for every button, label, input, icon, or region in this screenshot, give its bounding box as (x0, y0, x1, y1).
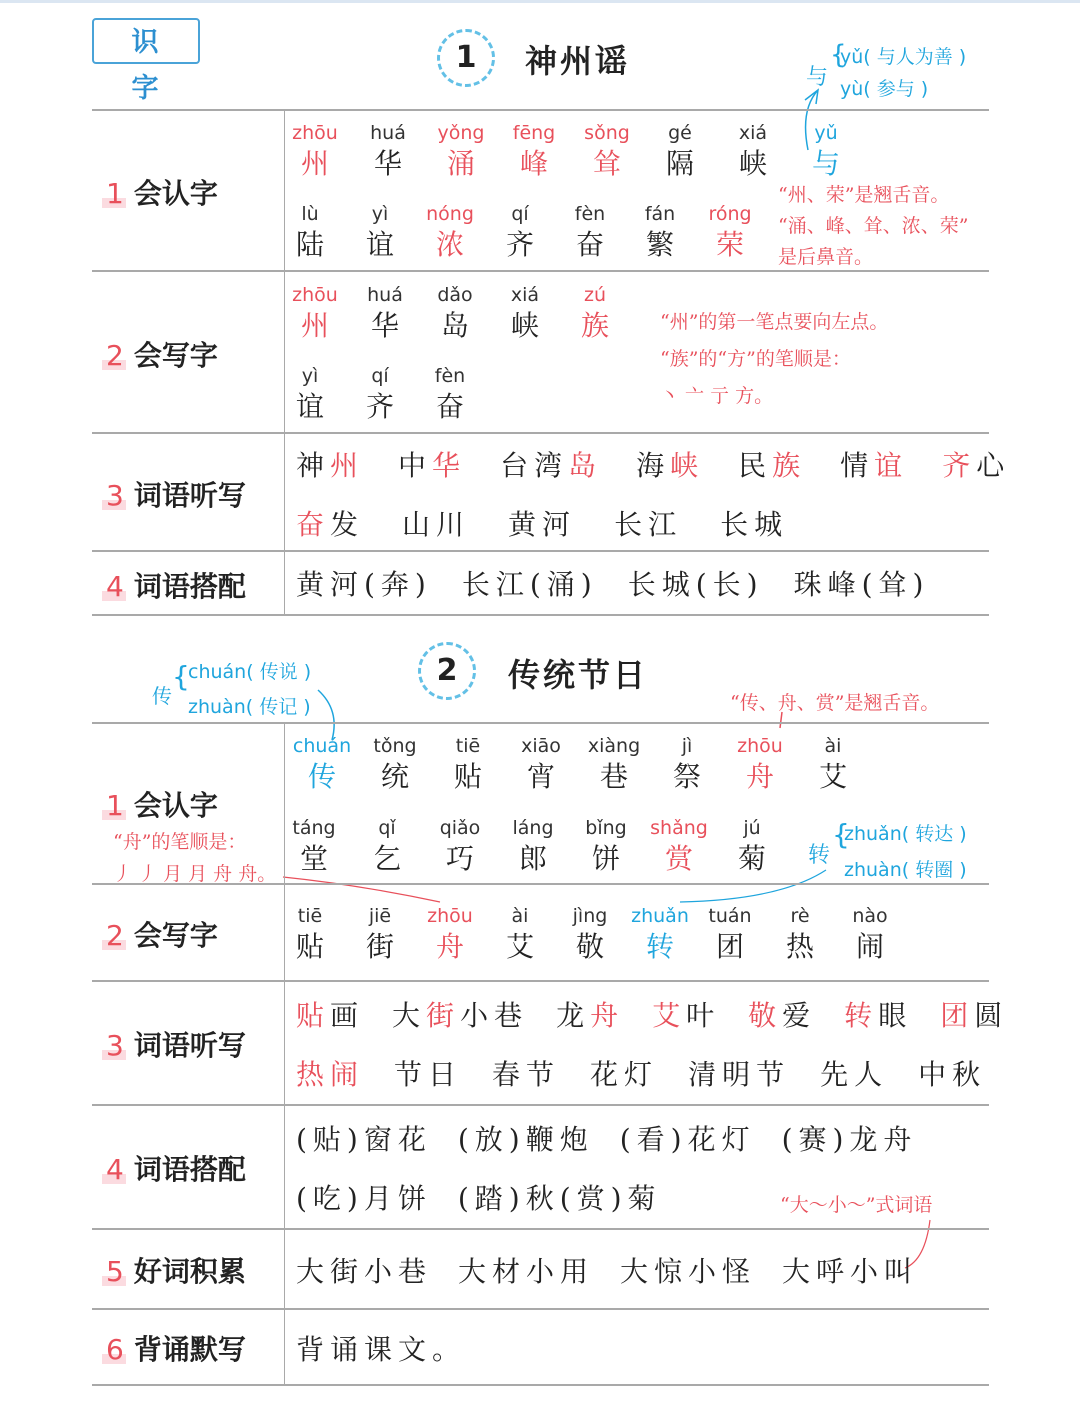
pinyin: zhōu (292, 122, 338, 144)
pinyin: qí (371, 365, 389, 387)
char-cell (285, 122, 345, 182)
word: (踏)秋(赏)菊 (457, 1182, 662, 1215)
row-label-recite: 6 背诵默写 (106, 1333, 246, 1366)
stroke-order-note: “州”的第一笔点要向左点。 “族”的“方”的笔顺是： 丶 亠 亍 方。 (660, 311, 889, 407)
pinyin: tǒng (373, 735, 417, 757)
hanzi: 荣 (715, 228, 744, 261)
hanzi: 艾 (505, 930, 534, 963)
char-cell (431, 122, 491, 182)
table-divider (92, 1384, 989, 1386)
word: 海峡 (636, 449, 705, 482)
char-cell (503, 817, 563, 877)
pinyin: yì (301, 365, 319, 387)
match-line (296, 1118, 917, 1158)
word: 黄河 (508, 508, 577, 541)
hanzi: 奋 (575, 228, 604, 261)
hanzi: 贴 (453, 760, 482, 793)
char-cell (284, 817, 344, 877)
idiom-line (296, 1250, 918, 1290)
pinyin: shǎng (650, 817, 708, 839)
word: 龙舟 (556, 999, 625, 1032)
lesson-number-badge: 1 (437, 29, 495, 87)
pinyin: táng (292, 817, 336, 839)
hanzi: 州 (300, 147, 329, 180)
polyphone-reading-2: zhuàn( 转圈 ) (844, 859, 967, 881)
hanzi: 齐 (365, 390, 394, 423)
char-cell (350, 905, 410, 965)
pinyin: tiē (297, 905, 323, 927)
pinyin: qí (511, 203, 529, 225)
word: 团圆 (940, 999, 1009, 1032)
hanzi: 饼 (591, 842, 620, 875)
word: 大惊小怪 (620, 1255, 757, 1288)
dictation-line (296, 503, 788, 543)
hanzi: 敬 (575, 930, 604, 963)
hanzi: 与 (811, 147, 840, 180)
char-cell (723, 122, 783, 182)
pinyin: zhuǎn (631, 905, 689, 927)
char-cell (357, 817, 417, 877)
char-cell (355, 284, 415, 344)
brace-icon: { (830, 40, 847, 70)
char-cell (511, 735, 571, 795)
char-cell (560, 203, 620, 263)
row-label-good-words: 5 好词积累 (106, 1255, 246, 1288)
hanzi: 谊 (295, 390, 324, 423)
char-cell (657, 735, 717, 795)
pinyin: lù (301, 203, 319, 225)
word: 民族 (738, 449, 807, 482)
word: 台湾岛 (500, 449, 603, 482)
char-cell (722, 817, 782, 877)
brace-icon: { (832, 818, 850, 851)
pinyin: jú (743, 817, 761, 839)
table-divider (92, 550, 989, 552)
idiom-note: “大～小～”式词语 (780, 1194, 933, 1216)
word: 大街小巷 (296, 1255, 433, 1288)
lesson-title: 神州谣 (525, 42, 631, 80)
word: (看)花灯 (619, 1123, 756, 1156)
char-cell (700, 905, 760, 965)
polyphone-reading-2: yù( 参与 ) (840, 78, 929, 100)
char-cell (840, 905, 900, 965)
hanzi: 奋 (435, 390, 464, 423)
char-cell (285, 284, 345, 344)
pinyin: tuán (708, 905, 752, 927)
char-cell (565, 284, 625, 344)
table-divider (92, 1104, 989, 1106)
hanzi: 闹 (855, 930, 884, 963)
dictation-line (296, 1053, 986, 1093)
hanzi: 传 (307, 760, 336, 793)
word: 奋发 (296, 508, 365, 541)
row-label-match: 4 词语搭配 (106, 1153, 246, 1186)
word: (放)鞭炮 (457, 1123, 594, 1156)
char-cell (490, 203, 550, 263)
pinyin: xiá (510, 284, 540, 306)
char-cell (700, 203, 760, 263)
char-cell (420, 905, 480, 965)
pinyin: róng (708, 203, 752, 225)
word: 花灯 (590, 1058, 659, 1091)
pinyin: ài (511, 905, 529, 927)
polyphone-char: 转 (808, 843, 831, 868)
row-label-write: 2 会写字 (106, 919, 218, 952)
pinyin: dǎo (437, 284, 473, 306)
table-divider (92, 722, 989, 724)
dictation-line (296, 994, 1008, 1034)
word: 大材小用 (458, 1255, 595, 1288)
char-cell (425, 284, 485, 344)
hanzi: 华 (370, 309, 399, 342)
match-line (296, 563, 929, 603)
pinyin: fán (644, 203, 676, 225)
table-divider (92, 1308, 989, 1310)
word: 情谊 (840, 449, 909, 482)
table-divider (92, 109, 989, 111)
hanzi: 统 (380, 760, 409, 793)
word: 大街小巷 (392, 999, 529, 1032)
hanzi: 街 (365, 930, 394, 963)
hanzi: 峡 (510, 309, 539, 342)
pinyin: ài (824, 735, 842, 757)
char-cell (420, 365, 480, 425)
lesson-number-badge: 2 (418, 642, 476, 700)
word: 贴画 (296, 999, 365, 1032)
hanzi: 舟 (745, 760, 774, 793)
char-cell (280, 203, 340, 263)
row-label-write: 2 会写字 (106, 339, 218, 372)
pinyin: nào (852, 905, 888, 927)
char-cell (796, 122, 856, 182)
hanzi: 团 (715, 930, 744, 963)
polyphone-char: 传 (152, 684, 172, 708)
word: 黄河(奔) (296, 568, 432, 601)
hanzi: 舟 (435, 930, 464, 963)
dictation-line (296, 444, 1010, 484)
polyphone-char: 与 (806, 65, 829, 90)
word: 长江(涌) (461, 568, 598, 601)
hanzi: 隔 (665, 147, 694, 180)
pinyin: huá (370, 122, 406, 144)
word: 神州 (296, 449, 365, 482)
table-divider (92, 432, 989, 434)
hanzi: 齐 (505, 228, 534, 261)
table-divider (92, 614, 989, 616)
pinyin: yǔ (814, 122, 838, 144)
char-cell (420, 203, 480, 263)
word: (赛)龙舟 (781, 1123, 918, 1156)
word: 春节 (492, 1058, 561, 1091)
table-divider (92, 1228, 989, 1230)
pinyin: bǐng (585, 817, 627, 839)
word: 山川 (402, 508, 471, 541)
table-divider (92, 980, 989, 982)
char-cell (730, 735, 790, 795)
polyphone-reading-1: zhuǎn( 转达 ) (844, 823, 967, 845)
polyphone-reading-1: chuán( 传说 ) (188, 661, 312, 683)
word: 中秋 (918, 1058, 987, 1091)
section-tag: 识 字 (92, 18, 200, 64)
char-cell (630, 905, 690, 965)
pinyin: zú (583, 284, 606, 306)
char-cell (504, 122, 564, 182)
pinyin: yǒng (437, 122, 485, 144)
char-cell (584, 735, 644, 795)
hanzi: 浓 (435, 228, 464, 261)
hanzi: 郎 (518, 842, 547, 875)
char-cell (358, 122, 418, 182)
hanzi: 堂 (299, 842, 328, 875)
word: 中华 (398, 449, 467, 482)
hanzi: 州 (300, 309, 329, 342)
char-cell (576, 817, 636, 877)
word: 先人 (820, 1058, 889, 1091)
char-cell (649, 817, 709, 877)
hanzi: 转 (645, 930, 674, 963)
word: 艾叶 (652, 999, 721, 1032)
char-cell (495, 284, 555, 344)
word: 大呼小叫 (782, 1255, 919, 1288)
hanzi: 峡 (738, 147, 767, 180)
pinyin: zhōu (737, 735, 783, 757)
word: (吃)月饼 (296, 1182, 432, 1215)
char-cell (577, 122, 637, 182)
word: 热闹 (296, 1058, 365, 1091)
char-cell (560, 905, 620, 965)
hanzi: 菊 (737, 842, 766, 875)
pinyin: xiàng (587, 735, 641, 757)
lesson-title: 传统节日 (508, 656, 649, 694)
word: 节日 (394, 1058, 463, 1091)
pinyin: qiǎo (439, 817, 481, 839)
char-cell (350, 365, 410, 425)
hanzi: 耸 (592, 147, 621, 180)
char-cell (292, 735, 352, 795)
word: 长江 (614, 508, 683, 541)
brace-icon: { (172, 660, 190, 693)
hanzi: 赏 (664, 842, 693, 875)
char-cell (650, 122, 710, 182)
char-cell (630, 203, 690, 263)
recite-text: 背诵课文。 (296, 1333, 467, 1366)
pinyin: yì (371, 203, 389, 225)
pinyin: fèn (574, 203, 606, 225)
word: 清明节 (688, 1058, 791, 1091)
pinyin: xiá (738, 122, 768, 144)
pinyin: sǒng (584, 122, 630, 144)
hanzi: 宵 (526, 760, 555, 793)
retroflex-note: “传、舟、赏”是翘舌音。 (730, 692, 940, 714)
pronunciation-note: “州、荣”是翘舌音。 “涌、峰、耸、浓、荣” 是后鼻音。 (778, 184, 969, 268)
stroke-order-note: “舟”的笔顺是： 丿 丿 月 月 舟 舟。 (113, 831, 277, 885)
hanzi: 巧 (445, 842, 474, 875)
row-label-dictation: 3 词语听写 (106, 479, 246, 512)
char-cell (490, 905, 550, 965)
hanzi: 族 (580, 309, 609, 342)
hanzi: 艾 (818, 760, 847, 793)
word: 转眼 (844, 999, 913, 1032)
pinyin: gé (668, 122, 692, 144)
table-column-divider (284, 110, 285, 615)
char-cell (770, 905, 830, 965)
char-cell (430, 817, 490, 877)
pinyin: jìng (572, 905, 608, 927)
polyphone-reading-2: zhuàn( 传记 ) (188, 696, 311, 718)
pinyin: jiē (368, 905, 392, 927)
hanzi: 岛 (440, 309, 469, 342)
hanzi: 热 (785, 930, 814, 963)
pinyin: zhōu (292, 284, 338, 306)
hanzi: 涌 (446, 147, 475, 180)
pinyin: jì (681, 735, 693, 757)
char-cell (803, 735, 863, 795)
pinyin: tiē (455, 735, 481, 757)
row-label-match: 4 词语搭配 (106, 570, 246, 603)
word: 珠峰(耸) (793, 568, 930, 601)
word: 齐心 (942, 449, 1011, 482)
hanzi: 陆 (295, 228, 324, 261)
pinyin: zhōu (427, 905, 473, 927)
char-cell (438, 735, 498, 795)
hanzi: 贴 (295, 930, 324, 963)
word: 敬爱 (748, 999, 817, 1032)
hanzi: 谊 (365, 228, 394, 261)
polyphone-reading-1: yǔ( 与人为善 ) (840, 46, 967, 68)
pinyin: rè (790, 905, 810, 927)
hanzi: 巷 (599, 760, 628, 793)
hanzi: 祭 (672, 760, 701, 793)
pinyin: fèn (434, 365, 466, 387)
pinyin: huá (367, 284, 403, 306)
char-cell (280, 905, 340, 965)
char-cell (350, 203, 410, 263)
match-line (296, 1177, 662, 1217)
word: 长城 (720, 508, 789, 541)
pinyin: qǐ (378, 817, 396, 839)
word: 长城(长) (627, 568, 764, 601)
char-cell (365, 735, 425, 795)
row-label-dictation: 3 词语听写 (106, 1029, 246, 1062)
pinyin: xiāo (521, 735, 561, 757)
hanzi: 华 (373, 147, 402, 180)
row-label-recognize: 1 会认字 (106, 789, 218, 822)
pinyin: chuán (292, 735, 352, 757)
pinyin: láng (512, 817, 554, 839)
row-label-recognize: 1 会认字 (106, 177, 218, 210)
hanzi: 峰 (519, 147, 548, 180)
pinyin: fēng (512, 122, 556, 144)
char-cell (280, 365, 340, 425)
hanzi: 乞 (372, 842, 401, 875)
hanzi: 繁 (645, 228, 674, 261)
word: (贴)窗花 (296, 1123, 432, 1156)
pinyin: nóng (426, 203, 474, 225)
